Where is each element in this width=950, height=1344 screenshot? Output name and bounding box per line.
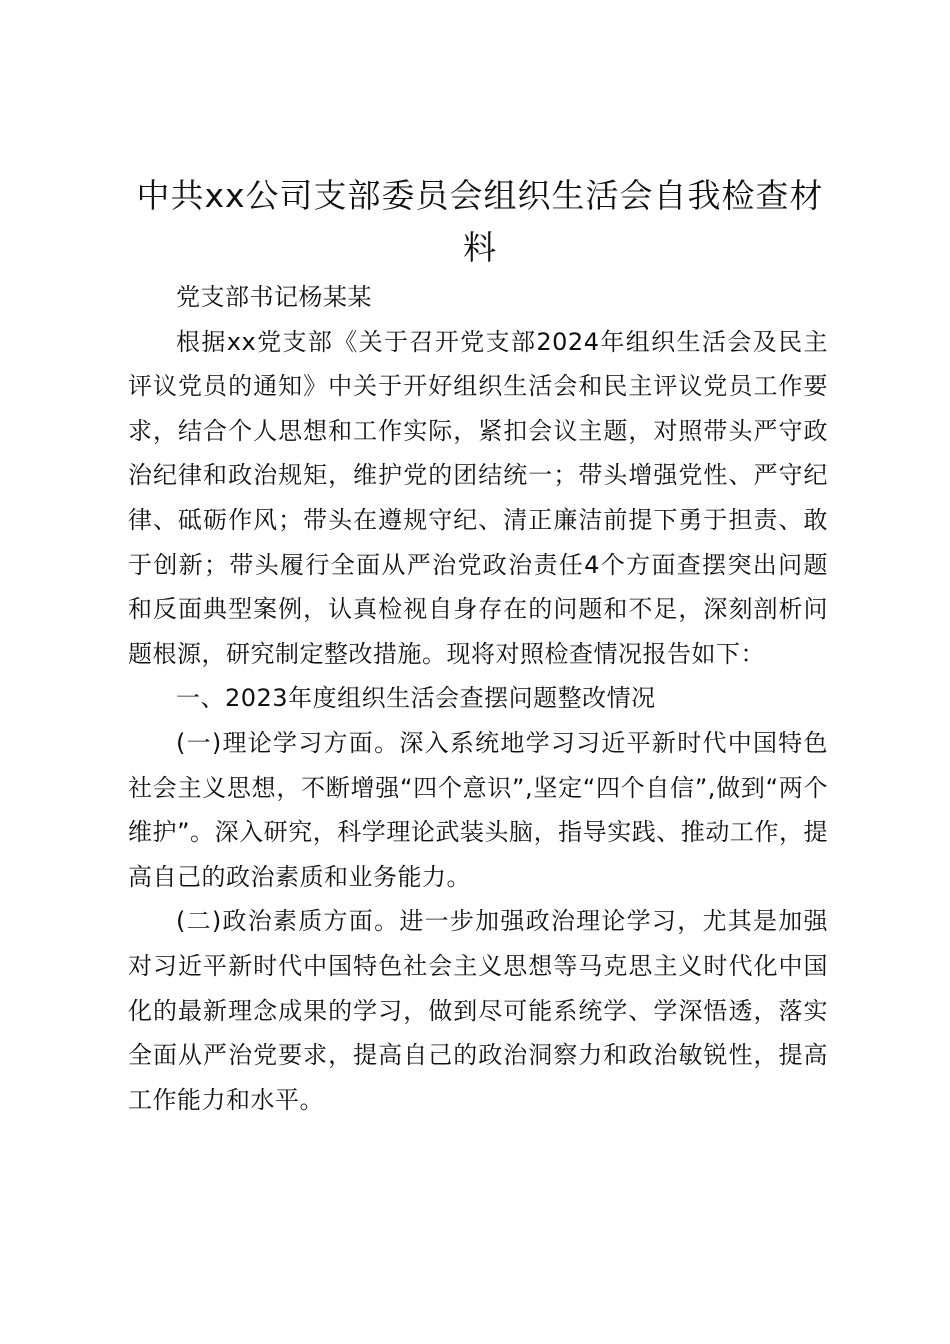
intro-paragraph: 根据xx党支部《关于召开党支部2024年组织生活会及民主评议党员的通知》中关于开好组织生活会和民主评议党员工作要求，结合个人思想和工作实际，紧扣会议主题，对照带头严守政治纪律和政治规矩，维护党的团结统一；带头增强党性、严守纪律、砥砺作风；带头在遵规守纪、清正廉洁前提下勇于担责、敢于创新；带头履行全面从严治党政治责任4个方面查摆突出问题和反面典型案例，认真检视自身存在的问题和不足，深刻剖析问题根源，研究制定整改措施。现将对照检查情况报告如下： — [128, 327, 828, 668]
author-line: 党支部书记杨某某 — [176, 283, 372, 311]
document-title: 中共xx公司支部委员会组织生活会自我检查材料 — [136, 176, 824, 267]
section-heading: 一、2023年度组织生活会查摆问题整改情况 — [176, 684, 656, 713]
political-quality-paragraph: (二)政治素质方面。进一步加强政治理论学习，尤其是加强对习近平新时代中国特色社会主义思想等马克思主义时代化中国化的最新理念成果的学习，做到尽可能系统学、学深悟透，落实全面从严治党要求，提高自己的政治洞察力和政治敏锐性，提高工作能力和水平。 — [128, 907, 828, 1114]
theory-study-paragraph: (一)理论学习方面。深入系统地学习习近平新时代中国特色社会主义思想，不断增强“四个意识”,坚定“四个自信”,做到“两个维护”。深入研究，科学理论武装头脑，指导实践、推动工作，提高自己的政治素质和业务能力。 — [128, 728, 828, 891]
document-body — [128, 275, 828, 1122]
